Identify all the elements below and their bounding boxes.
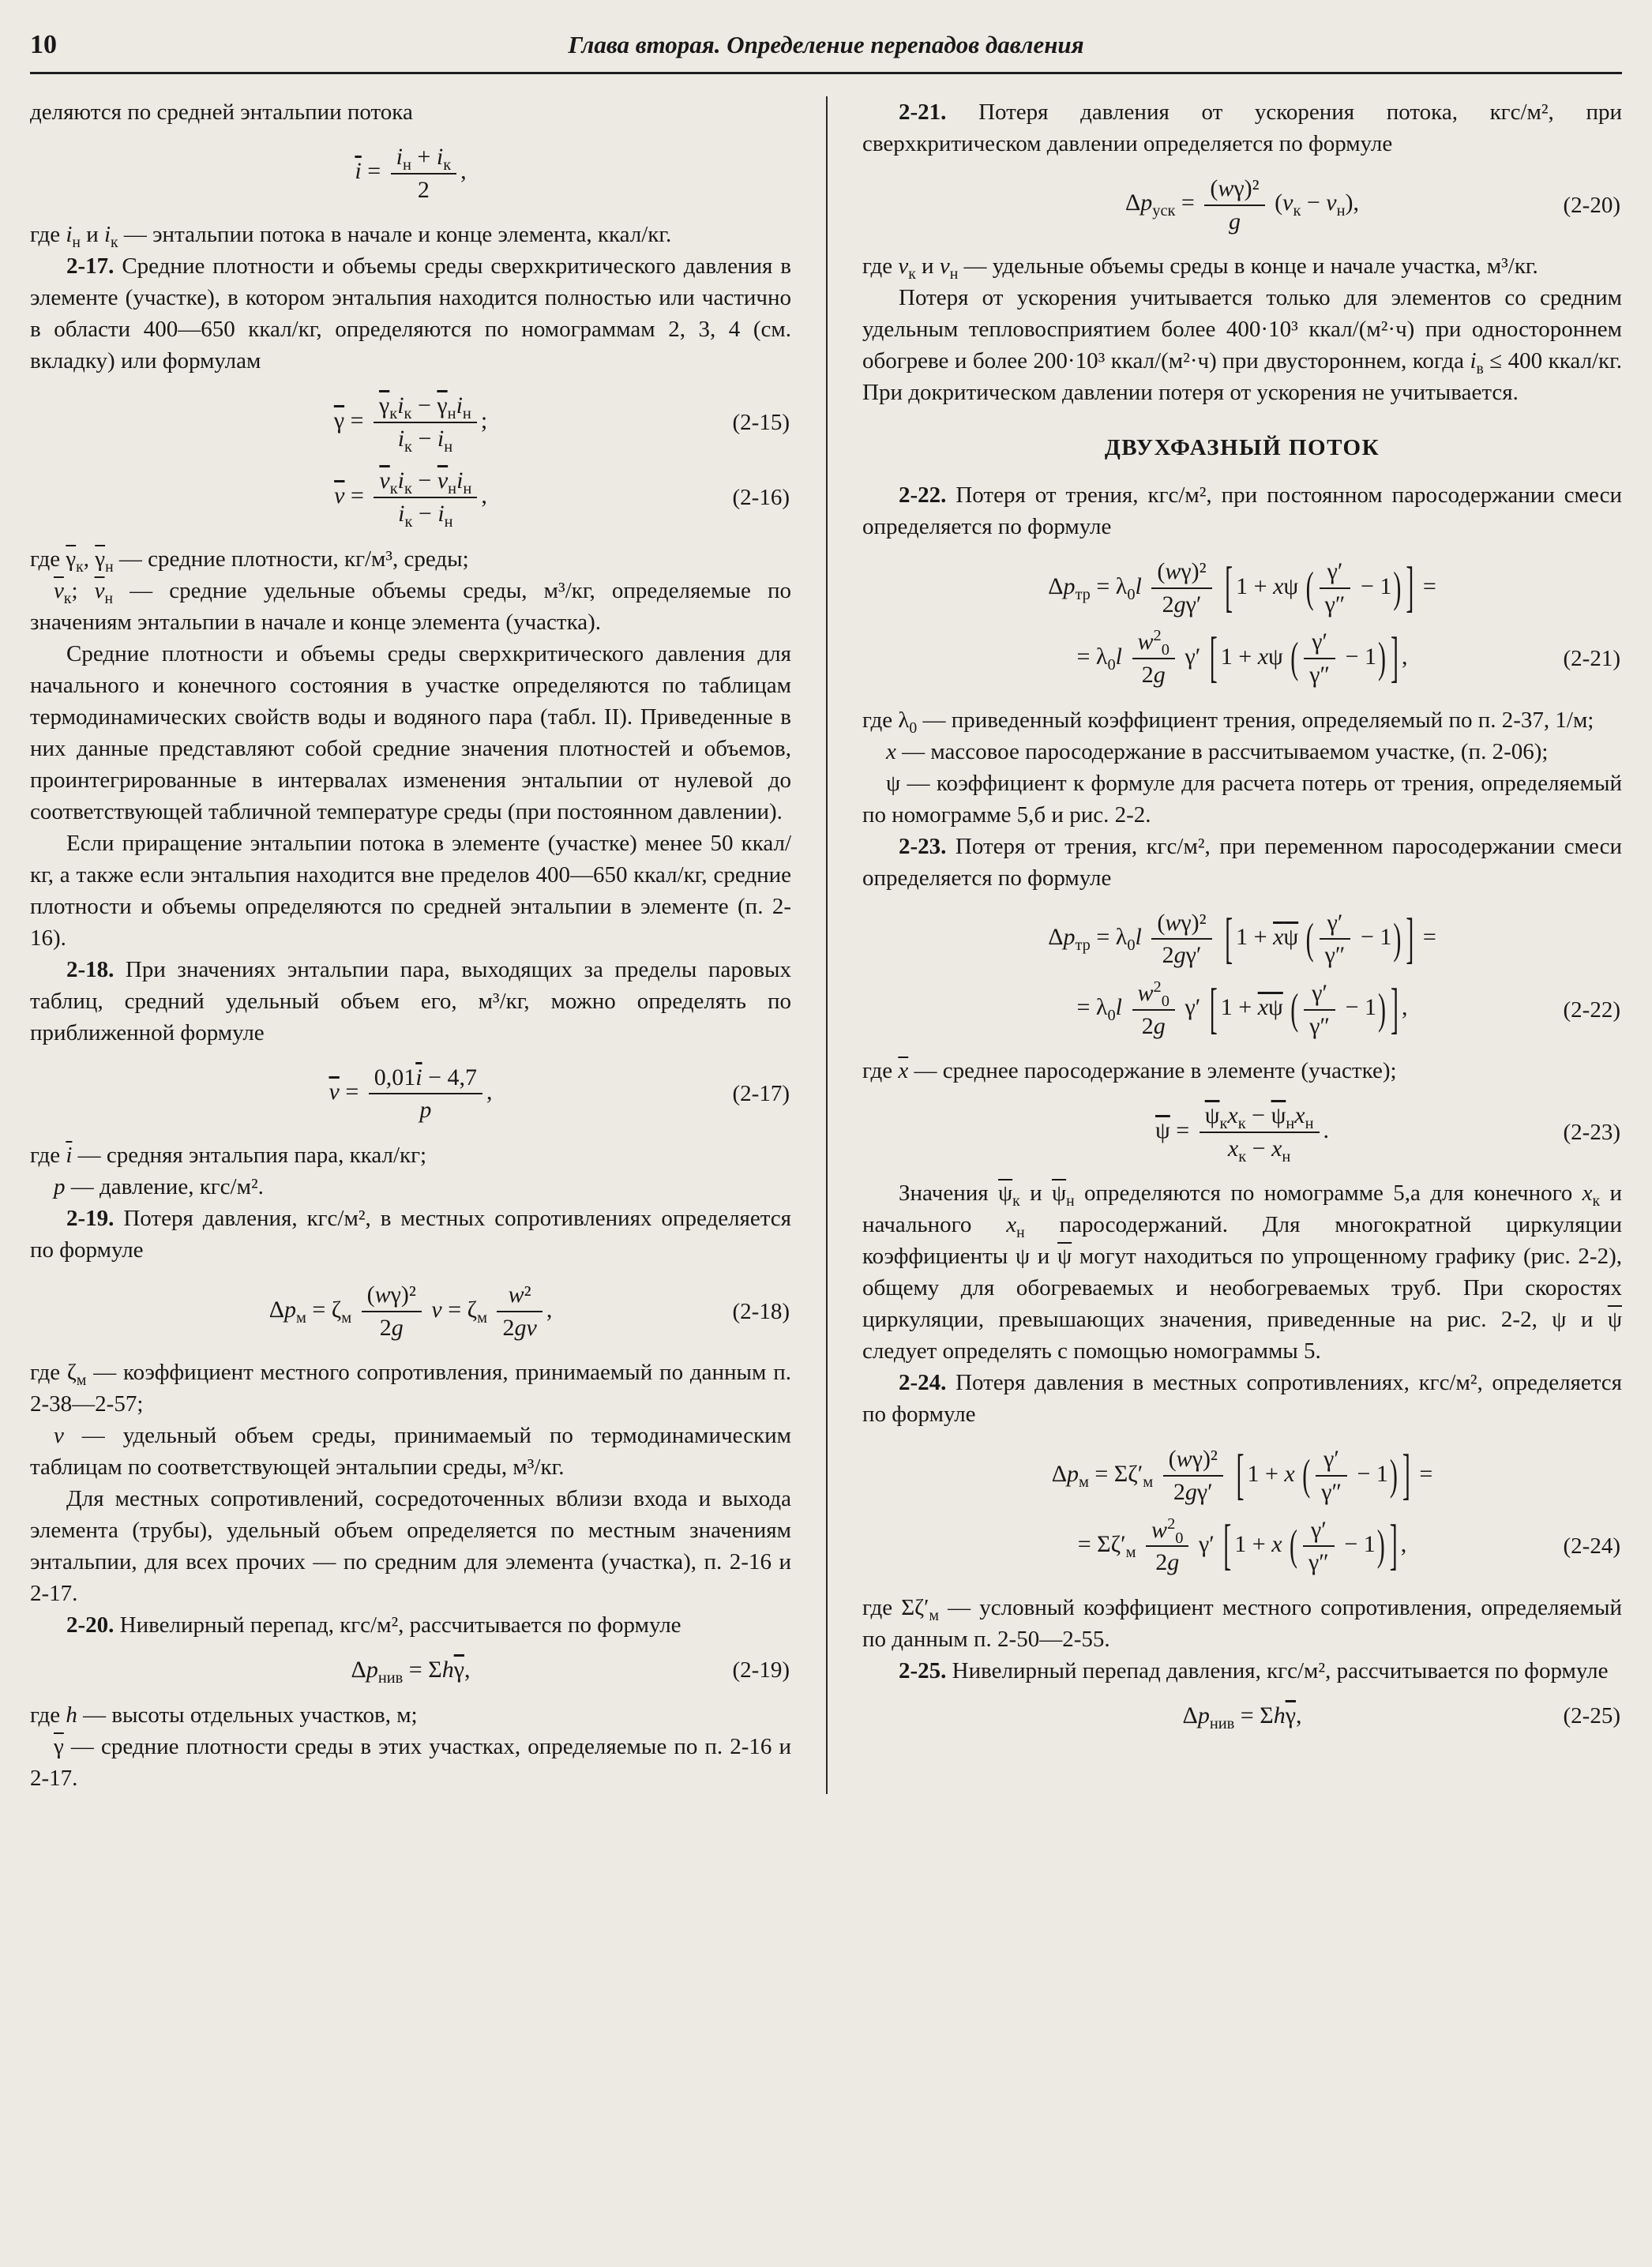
equation: $\Delta p_{тр} = \lambda_0l$ $\frac{\text{(wγ)²}}{2g\gamma'}$ [ 1 + xψ ( $\frac{\gamma'}{\gamma''}$ − 1) ] = bbox=[1048, 557, 1436, 618]
formula-2-18 bbox=[30, 1282, 791, 1341]
equation: = $\Sigma\zeta'_м$ $\frac{w^2_0}{2g}$ γ′ [ 1 + x ( $\frac{\gamma'}{\gamma''}$ − 1) ] , bbox=[1077, 1514, 1407, 1577]
formula-line bbox=[862, 907, 1622, 970]
paragraph-2-24: 2-24. Потеря давления в местных сопротивлениях, кгс/м², определяется по формуле bbox=[862, 1370, 1622, 1428]
equation-number: (2-20) bbox=[1563, 192, 1620, 218]
paragraph-2-23: 2-23. Потеря от трения, кгс/м², при переменном паросодержании смеси определяется по формуле bbox=[862, 833, 1622, 891]
equation-number: (2-25) bbox=[1563, 1702, 1620, 1728]
formula-2-16 bbox=[30, 467, 791, 531]
equation-number: (2-22) bbox=[1563, 997, 1620, 1023]
equation-number: (2-24) bbox=[1563, 1533, 1620, 1559]
equation: $\overline{i}$ = $\frac{i_н + i_к}{2}$ , bbox=[355, 143, 467, 203]
equation-number: (2-15) bbox=[732, 409, 790, 435]
paragraph-2-21: 2-21. Потеря давления от ускорения потока, кгс/м², при сверхкритическом давлении определяется по формуле bbox=[862, 99, 1622, 156]
paragraph-definition: v — удельный объем среды, принимаемый по термодинамическим таблицам по соответствующей энтальпии среды, м³/кг. bbox=[30, 1423, 791, 1481]
paragraph-where: где $i_н$ и $i_к$ — энтальпии потока в начале и конце элемента, ккал/кг. bbox=[30, 222, 672, 251]
paragraph-2-17: 2-17. Средние плотности и объемы среды сверхкритического давления в элементе (участке), в котором энтальпия находится полностью или частично в области 400—650 ккал/кг, определяются по номограммам 2, 3, 4 (см. вкладку) или формулам bbox=[30, 253, 791, 374]
left-column bbox=[30, 96, 826, 1794]
equation-number: (2-18) bbox=[732, 1298, 790, 1324]
paragraph-2-22: 2-22. Потеря от трения, кгс/м², при постоянном паросодержании смеси определяется по формуле bbox=[862, 482, 1622, 540]
section-heading-two-phase-flow: ДВУХФАЗНЫЙ ПОТОК bbox=[1104, 435, 1380, 461]
formula-line bbox=[862, 558, 1622, 617]
paragraph-psi-values: Значения $\overline{\psi}_к$ и $\overline{\psi}_н$ определяются по номограмме 5,а для конечного $x_к$ и начального $x_н$ паросодержаний. Для многократной циркуляции коэффициенты ψ и $\overline{\psi}$ могут находиться по упрощенному графику (рис. 2-2), общему для обогреваемых и необогреваемых труб. При скоростях циркуляции, превышающих значения, приведенные на рис. 2-2, ψ и $\overline{\psi}$ следует определять с помощью номограммы 5. bbox=[862, 1180, 1622, 1364]
paragraph-local: Для местных сопротивлений, сосредоточенных вблизи входа и выхода элемента (трубы), удельный объем определяется по местным значениям энтальпии, для всех прочих — по средним для элемента (участка), п. 2-16 и 2-17. bbox=[30, 1486, 791, 1607]
paragraph-where: где $\overline{\gamma}_к$, $\overline{\gamma}_н$ — средние плотности, кг/м³, среды; bbox=[30, 546, 469, 576]
paragraph-where: где $v_к$ и $v_н$ — удельные объемы среды в конце и начале участка, м³/кг. bbox=[862, 253, 1538, 283]
formula-line bbox=[862, 1446, 1622, 1505]
paragraph-definition: p — давление, кгс/м². bbox=[54, 1174, 264, 1200]
equation: $\Delta p_{нив} = \Sigma h\overline{\gamma}$, bbox=[1182, 1702, 1302, 1732]
equation: $\overline{\gamma}$ = $\frac{\overline{\gamma}_кi_к - \overline{\gamma}_нi_н}{i_к - i_н}$ ; bbox=[333, 392, 488, 456]
paragraph-definition: $\overline{\gamma}$ — средние плотности среды в этих участках, определяемые по п. 2-16 и 2-17. bbox=[30, 1734, 791, 1792]
formula-2-19 bbox=[30, 1657, 791, 1687]
formula-mean-enthalpy bbox=[30, 144, 791, 203]
page-number: 10 bbox=[30, 30, 57, 59]
paragraph-acceleration: Потеря от ускорения учитывается только для элементов со средним удельным тепловосприятием более 400·10³ ккал/(м²·ч) при одностороннем обогреве и более 200·10³ ккал/(м²·ч) при двустороннем, когда $i_в \le 400$ ккал/кг. При докритическом давлении потеря от ускорения не учитывается. bbox=[862, 285, 1622, 406]
equation: $\Delta p_{тр} = \lambda_0l$ $\frac{\text{(wγ)²}}{2g\gamma'}$ [ $1 + \overline{x}\overline{\psi}$ ( $\frac{\gamma'}{\gamma''}$ − 1) ] = bbox=[1048, 907, 1436, 970]
equation: $\Delta p_м = \zeta_м$ $\frac{\text{(wγ)²}}{2g}$ $v = \zeta_м$ $\frac{\text{w²}}{2gv}$ , bbox=[268, 1282, 553, 1341]
formula-2-24 bbox=[862, 1446, 1622, 1575]
paragraph-tables: Средние плотности и объемы среды сверхкритического давления для начального и конечного состояния в участке определяются по таблицам термодинамических свойств воды и водяного пара (табл. II). Приведенные в них данные представляют собой средние значения плотностей и объемов, проинтегрированные в интервалах изменения энтальпии от нулевой до соответствующей табличной температуре среды (при постоянном давлении). bbox=[30, 640, 791, 824]
two-column-layout bbox=[30, 96, 1622, 1794]
equation-number: (2-16) bbox=[732, 484, 790, 510]
paragraph-where: где $\overline{x}$ — среднее паросодержание в элементе (участке); bbox=[862, 1058, 1397, 1084]
formula-2-25 bbox=[862, 1702, 1622, 1732]
equation: = $\lambda_0l$ $\frac{w^2_0}{2g}$ γ′ [ $1 + \overline{x}\overline{\psi}$ ( $\frac{\gamma'}{\gamma''}$ − 1) ] , bbox=[1076, 978, 1408, 1040]
formula-line bbox=[862, 629, 1622, 688]
paragraph-2-18: 2-18. При значениях энтальпии пара, выходящих за пределы паровых таблиц, средний удельный объем его, м³/кг, можно определять по приближенной формуле bbox=[30, 956, 791, 1045]
formula-2-20 bbox=[862, 175, 1622, 235]
paragraph-where: где $\Sigma\zeta'_м$ — условный коэффициент местного сопротивления, определяемый по данным п. 2-50—2-55. bbox=[862, 1594, 1623, 1652]
paragraph-2-20: 2-20. Нивелирный перепад, кгс/м², рассчитывается по формуле bbox=[66, 1612, 681, 1638]
formula-2-17 bbox=[30, 1064, 791, 1124]
formula-2-15 bbox=[30, 392, 791, 456]
paragraph-where: где $\zeta_м$ — коэффициент местного сопротивления, принимаемый по данным п. 2-38—2-57; bbox=[30, 1360, 791, 1417]
page-header bbox=[30, 27, 1622, 74]
equation: $\Delta p_{уск}$ = $\frac{\text{(wγ)²}}{g}$ $(v_к - v_н)$, bbox=[1124, 175, 1360, 235]
formula-2-23 bbox=[862, 1102, 1622, 1165]
equation-number: (2-19) bbox=[732, 1657, 790, 1683]
equation-number: (2-21) bbox=[1563, 645, 1620, 671]
equation-number: (2-23) bbox=[1563, 1119, 1620, 1145]
equation: $\Delta p_м = \Sigma\zeta'_м$ $\frac{\text{(wγ)²}}{2g\gamma'}$ [ 1 + x ( $\frac{\gamma'}{\gamma''}$ − 1) ] = bbox=[1051, 1444, 1433, 1507]
formula-2-22 bbox=[862, 907, 1622, 1040]
equation: = $\lambda_0l$ $\frac{w^2_0}{2g}$ γ′ [ 1 + xψ ( $\frac{\gamma'}{\gamma''}$ − 1) ] , bbox=[1076, 627, 1408, 689]
paragraph-definition: $\overline{v}_к$; $\overline{v}_н$ — средние удельные объемы среды, м³/кг, определяемые по значениям энтальпии в начале и конце элемента (участка). bbox=[30, 577, 791, 635]
paragraph-increment: Если приращение энтальпии потока в элементе (участке) менее 50 ккал/кг, а также если энтальпия находится вне пределов 400—650 ккал/кг, средние плотности и объемы определяются по средней энтальпии в элементе (п. 2-16). bbox=[30, 830, 791, 951]
equation: $\overline{v}$ = $\frac{\overline{v}_кi_к - \overline{v}_нi_н}{i_к - i_н}$ , bbox=[334, 467, 487, 531]
equation: $\overline{v}$ = $\frac{0,01\overline{i} - 4,7}{p}$ , bbox=[329, 1064, 493, 1124]
formula-2-21 bbox=[862, 558, 1622, 688]
right-column bbox=[826, 96, 1622, 1794]
paragraph-definition: ψ — коэффициент к формуле для расчета потерь от трения, определяемый по номограмме 5,б и рис. 2-2. bbox=[862, 770, 1622, 828]
formula-line bbox=[862, 980, 1622, 1039]
paragraph-where: где h — высоты отдельных участков, м; bbox=[30, 1702, 418, 1728]
paragraph-continuation: деляются по средней энтальпии потока bbox=[30, 99, 413, 125]
paragraph-where: где $\lambda_0$ — приведенный коэффициент трения, определяемый по п. 2-37, 1/м; bbox=[862, 707, 1594, 737]
equation: $\Delta p_{нив} = \Sigma h\overline{\gamma}$, bbox=[351, 1657, 471, 1687]
paragraph-2-25: 2-25. Нивелирный перепад давления, кгс/м², рассчитывается по формуле bbox=[899, 1657, 1609, 1683]
paragraph-2-19: 2-19. Потеря давления, кгс/м², в местных сопротивлениях определяется по формуле bbox=[30, 1206, 791, 1263]
equation-number: (2-17) bbox=[732, 1081, 790, 1107]
paragraph-where: где $\overline{i}$ — средняя энтальпия пара, ккал/кг; bbox=[30, 1143, 427, 1168]
running-title: Глава вторая. Определение перепадов давления bbox=[568, 31, 1084, 58]
formula-line bbox=[862, 1514, 1622, 1577]
equation: $\overline{\psi}$ = $\frac{\overline{\psi}_кx_к - \overline{\psi}_нx_н}{x_к - x_н}$ . bbox=[1155, 1102, 1330, 1165]
paragraph-definition: x — массовое паросодержание в рассчитываемом участке, (п. 2-06); bbox=[886, 738, 1549, 764]
